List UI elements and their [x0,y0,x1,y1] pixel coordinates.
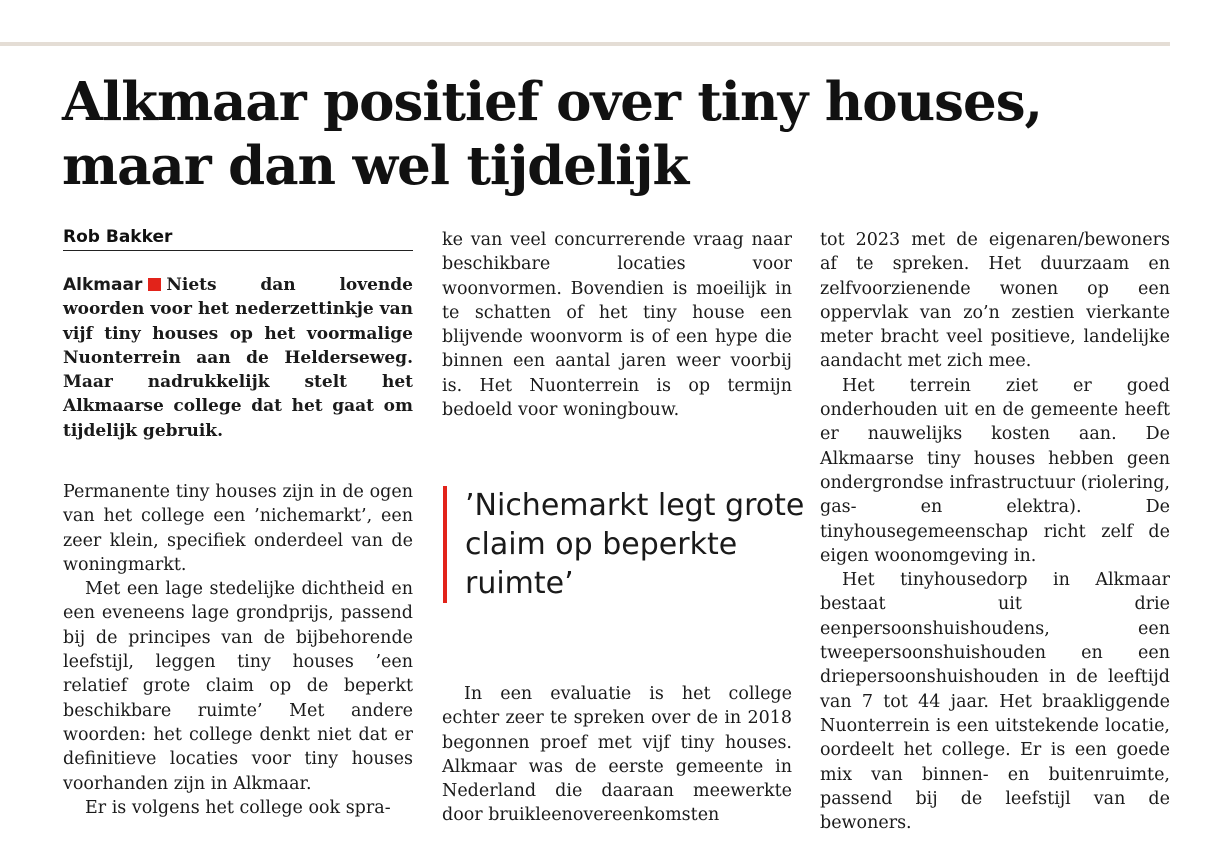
top-rule [0,42,1170,46]
body-paragraph: ke van veel concurrerende vraag naar beschikbare locaties voor woonvormen. Bovendien is moeilijk in te schatten of het tiny house een blijvende woonvorm is of een hype die binnen een aantal jaren weer voorbij is. Het Nuonterrein is op termijn bedoeld voor woningbouw. [442,230,792,421]
body-paragraph: Met een lage stedelijke dichtheid en een eveneens lage grondprijs, passend bij de principes van de bijbehorende leefstijl, leggen tiny houses ’een relatief grote claim op de beperkt beschikbare ruimte’ Met andere woorden: het college denkt niet dat er definitieve locaties voor tiny houses voorhanden zijn in Alkmaar. [63,579,413,794]
body-paragraph: Permanente tiny houses zijn in de ogen van het college een ’nichemarkt’, een zeer klein, specifiek onderdeel van de woningmarkt. [63,482,413,575]
square-bullet-icon [148,278,161,291]
column-2-top [442,228,792,422]
pull-quote [443,486,815,603]
column-3 [820,228,1170,835]
column-2-bottom [442,682,792,828]
lead-paragraph [63,273,413,443]
lead-text: Niets dan lovende woorden voor het nederzettinkje van vijf tiny houses op het voormalige Nuonterrein aan de Helderseweg. Maar nadrukkelijk stelt het Alkmaarse college dat het gaat om tijdelijk gebruik. [63,275,413,441]
body-paragraph: In een evaluatie is het college echter zeer te spreken over de in 2018 begonnen proef met vijf tiny houses. Alkmaar was de eerste gemeente in Nederland die daaraan meewerkte door bruikleenovereenkomsten [442,684,792,826]
body-paragraph: Het tinyhousedorp in Alkmaar bestaat uit drie eenpersoonshuishoudens, een tweepersoonshuishouden en een driepersoonshuishouden in de leeftijd van 7 tot 44 jaar. Het braakliggende Nuonterrein is een uitstekende locatie, oordeelt het college. Er is een goede mix van binnen- en buitenruimte, passend bij de leefstijl van de bewoners. [820,570,1170,834]
body-paragraph: tot 2023 met de eigenaren/bewoners af te spreken. Het duurzaam en zelfvoorzienende wonen op een oppervlak van zo’n zestien vierkante meter bracht veel positieve, landelijke aandacht met zich mee. [820,230,1170,372]
pull-quote-text: ’Nichemarkt legt grote claim op beperkte ruimte’ [465,488,805,601]
body-paragraph: Er is volgens het college ook spra- [85,797,391,818]
column-1 [63,480,413,820]
dateline: Alkmaar [63,275,143,295]
headline: Alkmaar positief over tiny houses, maar dan wel tijdelijk [62,71,1042,197]
body-paragraph: Het terrein ziet er goed onderhouden uit en de gemeente heeft er nauwelijks kosten aan. De Alkmaarse tiny houses hebben geen ondergrondse infrastructuur (riolering, gas- en elektra). De tinyhousegemeenschap richt zelf de eigen woonomgeving in. [820,375,1170,566]
byline: Rob Bakker [63,226,413,251]
